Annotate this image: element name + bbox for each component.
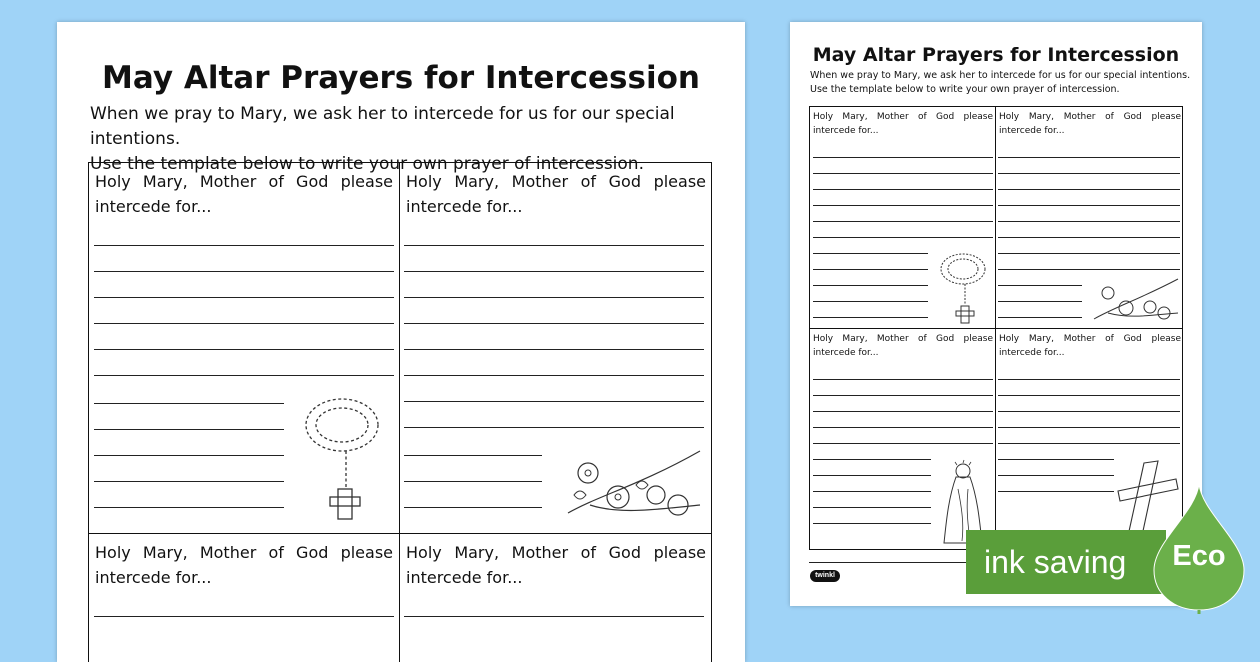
writing-line [404, 245, 704, 246]
writing-line [998, 285, 1082, 286]
writing-line [998, 221, 1180, 222]
writing-line [404, 271, 704, 272]
writing-line [998, 443, 1180, 444]
prayer-box [89, 534, 400, 662]
writing-line [813, 173, 993, 174]
prayer-prompt: Holy Mary, Mother of God please intercede for... [999, 334, 1181, 358]
writing-line [998, 395, 1180, 396]
worksheet-intro [810, 69, 1190, 97]
flowers-icon [560, 445, 706, 525]
writing-line [404, 455, 542, 456]
worksheet-preview-small [790, 22, 1202, 606]
prayer-box [89, 163, 400, 534]
writing-line [998, 205, 1180, 206]
writing-line [813, 221, 993, 222]
writing-line [404, 401, 704, 402]
writing-line [998, 379, 1180, 380]
writing-line [94, 455, 284, 456]
writing-line [998, 459, 1114, 460]
writing-line [813, 269, 928, 270]
writing-line [813, 189, 993, 190]
writing-line [404, 481, 542, 482]
writing-line [94, 616, 394, 617]
writing-line [813, 253, 928, 254]
writing-line [998, 253, 1180, 254]
writing-line [404, 427, 704, 428]
worksheet-preview-large [57, 22, 745, 662]
worksheet-title: May Altar Prayers for Intercession [102, 60, 700, 96]
prayer-prompt: Holy Mary, Mother of God please intercede for... [999, 112, 1181, 136]
writing-line [813, 523, 931, 524]
writing-line [404, 375, 704, 376]
writing-line [94, 429, 284, 430]
writing-line [94, 481, 284, 482]
writing-line [813, 317, 928, 318]
intro-line: When we pray to Mary, we ask her to intercede for us for our special intentions. [810, 70, 1191, 81]
writing-line [404, 297, 704, 298]
writing-line [813, 411, 993, 412]
writing-line [94, 403, 284, 404]
writing-line [998, 427, 1180, 428]
writing-line [813, 443, 993, 444]
flowers-icon [1090, 275, 1180, 325]
writing-line [998, 173, 1180, 174]
ink-saving-banner: ink saving [966, 530, 1166, 594]
prayer-prompt: Holy Mary, Mother of God please intercede for... [95, 172, 393, 216]
writing-line [404, 616, 704, 617]
writing-line [998, 157, 1180, 158]
writing-line [998, 475, 1114, 476]
writing-line [813, 379, 993, 380]
twinkl-logo: twinkl [810, 570, 840, 582]
prayer-box [810, 329, 996, 551]
writing-line [813, 157, 993, 158]
writing-line [998, 269, 1180, 270]
prayer-box [400, 163, 712, 534]
writing-line [404, 323, 704, 324]
eco-label: Eco [1172, 540, 1226, 572]
writing-line [998, 189, 1180, 190]
writing-line [998, 237, 1180, 238]
writing-line [998, 411, 1180, 412]
writing-line [813, 395, 993, 396]
writing-line [998, 491, 1114, 492]
writing-line [813, 507, 931, 508]
prayer-box [400, 534, 712, 662]
writing-line [404, 507, 542, 508]
intro-line: Use the template below to write your own prayer of intercession. [90, 154, 644, 174]
prayer-grid [809, 106, 1183, 550]
writing-line [94, 271, 394, 272]
writing-line [998, 301, 1082, 302]
writing-line [813, 285, 928, 286]
prayer-prompt: Holy Mary, Mother of God please intercede for... [813, 112, 993, 136]
prayer-prompt: Holy Mary, Mother of God please intercede for... [406, 172, 706, 216]
writing-line [404, 349, 704, 350]
prayer-prompt: Holy Mary, Mother of God please intercede for... [95, 543, 393, 587]
writing-line [94, 323, 394, 324]
writing-line [94, 349, 394, 350]
writing-line [94, 507, 284, 508]
rosary-icon [294, 387, 390, 523]
prayer-prompt: Holy Mary, Mother of God please intercede for... [813, 334, 993, 358]
writing-line [813, 237, 993, 238]
writing-line [94, 375, 394, 376]
writing-line [94, 297, 394, 298]
prayer-prompt: Holy Mary, Mother of God please intercede for... [406, 543, 706, 587]
writing-line [813, 475, 931, 476]
writing-line [813, 301, 928, 302]
writing-line [998, 317, 1082, 318]
writing-line [813, 491, 931, 492]
worksheet-title: May Altar Prayers for Intercession [812, 44, 1180, 66]
prayer-box [996, 107, 1183, 329]
writing-line [813, 459, 931, 460]
rosary-icon [934, 247, 992, 325]
prayer-box [810, 107, 996, 329]
intro-line: Use the template below to write your own prayer of intercession. [810, 84, 1120, 95]
writing-line [813, 205, 993, 206]
writing-line [94, 245, 394, 246]
prayer-grid [88, 162, 712, 662]
writing-line [813, 427, 993, 428]
intro-line: When we pray to Mary, we ask her to intercede for us for our special intentions. [90, 104, 675, 149]
